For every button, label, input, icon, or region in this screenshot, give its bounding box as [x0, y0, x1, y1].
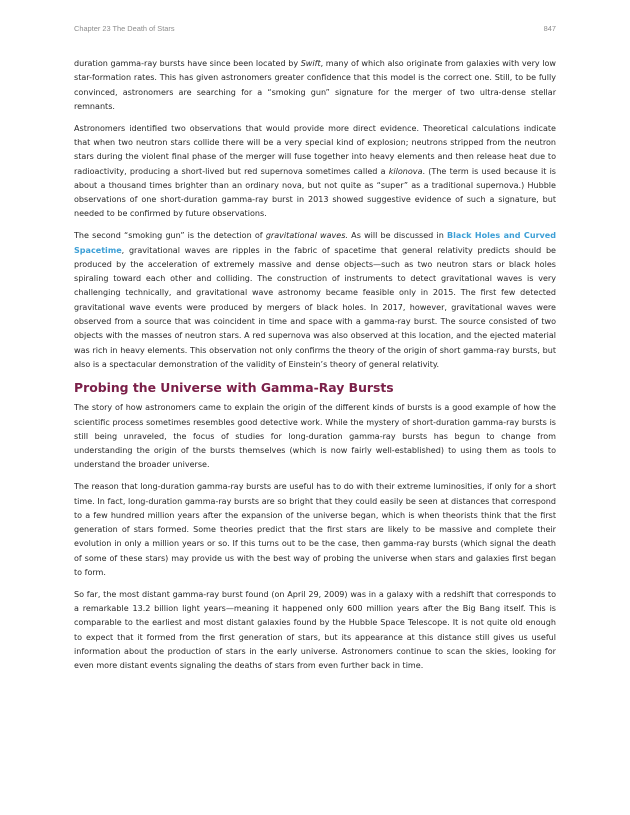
text-run: The second “smoking gun” is the detection of: [74, 231, 266, 241]
running-header: [74, 24, 556, 38]
paragraph: [74, 588, 556, 674]
text-run: , gravitational waves are ripples in the fabric of spacetime that general relativity predicts should be produced by the acceleration of extremely massive and dense objects—such as two neutron stars or black holes spiraling toward each other and colliding. The construction of instruments to detect gravitational waves is very challenging technically, and gravitational wave astronomy became feasible only in 2015. The first few detected gravitational wave events were produced by mergers of black holes. In 2017, however, gravitational waves were observed from a source that was coincident in time and space with a gamma-ray burst. The source consisted of two objects with the masses of neutron stars. A red supernova was also observed at this location, and the ejected material was rich in heavy elements. This observation not only confirms the theory of the origin of short gamma-ray bursts, but also is a spectacular demonstration of the validity of Einstein’s theory of general relativity.: [74, 245, 556, 369]
paragraph: [74, 401, 556, 472]
emphasis-text: gravitational waves.: [265, 231, 348, 241]
text-run: Astronomers identified two observations that would provide more direct evidence. Theoretical calculations indicate that when two neutron stars collide there will be a very special kind of explosion; neutrons stripped from the neutron stars during the violent final phase of the merger will fuse together into heavy elements and then release heat due to radioactivity, producing a short-lived but red supernova sometimes called a: [74, 123, 556, 176]
text-run: , many of which also originate from galaxies with very low star-formation rates. This has given astronomers greater confidence that this model is the correct one. Still, to be fully convinced, astronomers are searching for a “smoking gun” signature for the merger of two ultra-dense stellar remnants.: [74, 59, 556, 111]
emphasis-text: Swift: [300, 59, 321, 68]
section-paragraphs: [74, 401, 556, 673]
emphasis-text: kilonova: [388, 166, 423, 176]
text-run: . (The term is used because it is about a thousand times brighter than an ordinary nova, but not quite as “super” as a traditional supernova.) Hubble observations of one short-duration gamma-ray burst in 2013 showed suggestive evidence of such a signature, but needed to be confirmed by future observations.: [74, 166, 556, 219]
page-number: 847: [543, 24, 556, 33]
text-run: duration gamma-ray bursts have since been located by: [74, 59, 301, 68]
text-run: The story of how astronomers came to explain the origin of the different kinds of bursts is a good example of how the scientific process sometimes resembles good detective work. While the mystery of short-duration gamma-ray bursts is still being unraveled, the focus of studies for long-duration gamma-ray bursts has begun to change from understanding the origin of the bursts themselves (which is now fairly well-established) to using them as tools to understand the broader universe.: [74, 403, 556, 470]
paragraph: [74, 229, 556, 372]
text-run: So far, the most distant gamma-ray burst found (on April 29, 2009) was in a galaxy with a redshift that corresponds to a remarkable 13.2 billion light years—meaning it happened only 600 million years after the Big Bang itself. This is comparable to the earliest and most distant galaxies found by the Hubble Space Telescope. It is not quite old enough to expect that it formed from the first generation of stars, but its appearance at this distance still gives us useful information about the production of stars in the early universe. Astronomers continue to scan the skies, looking for even more distant events signaling the deaths of stars from even further back in time.: [74, 589, 556, 671]
text-run: As will be discussed in: [348, 231, 448, 241]
intro-paragraphs: [74, 57, 556, 372]
paragraph: [74, 57, 556, 114]
paragraph: [74, 122, 556, 222]
chapter-title: Chapter 23 The Death of Stars: [74, 24, 175, 33]
body-text: [74, 57, 556, 681]
section-heading: Probing the Universe with Gamma-Ray Bursts: [74, 380, 394, 396]
cross-reference-link[interactable]: Black Holes and Curved Spacetime: [74, 231, 557, 255]
paragraph: [74, 480, 556, 580]
text-run: The reason that long-duration gamma-ray bursts are useful has to do with their extreme luminosities, if only for a short time. In fact, long-duration gamma-ray bursts are so bright that they could easily be seen at distances that correspond to a few hundred million years after the expansion of the universe began, which is when theorists think that the first generation of stars formed. Some theories predict that the first stars are likely to be massive and complete their evolution in only a million years or so. If this turns out to be the case, then gamma-ray bursts (which signal the death of some of these stars) may provide us with the best way of probing the universe when stars and galaxies first began to form.: [74, 482, 556, 577]
